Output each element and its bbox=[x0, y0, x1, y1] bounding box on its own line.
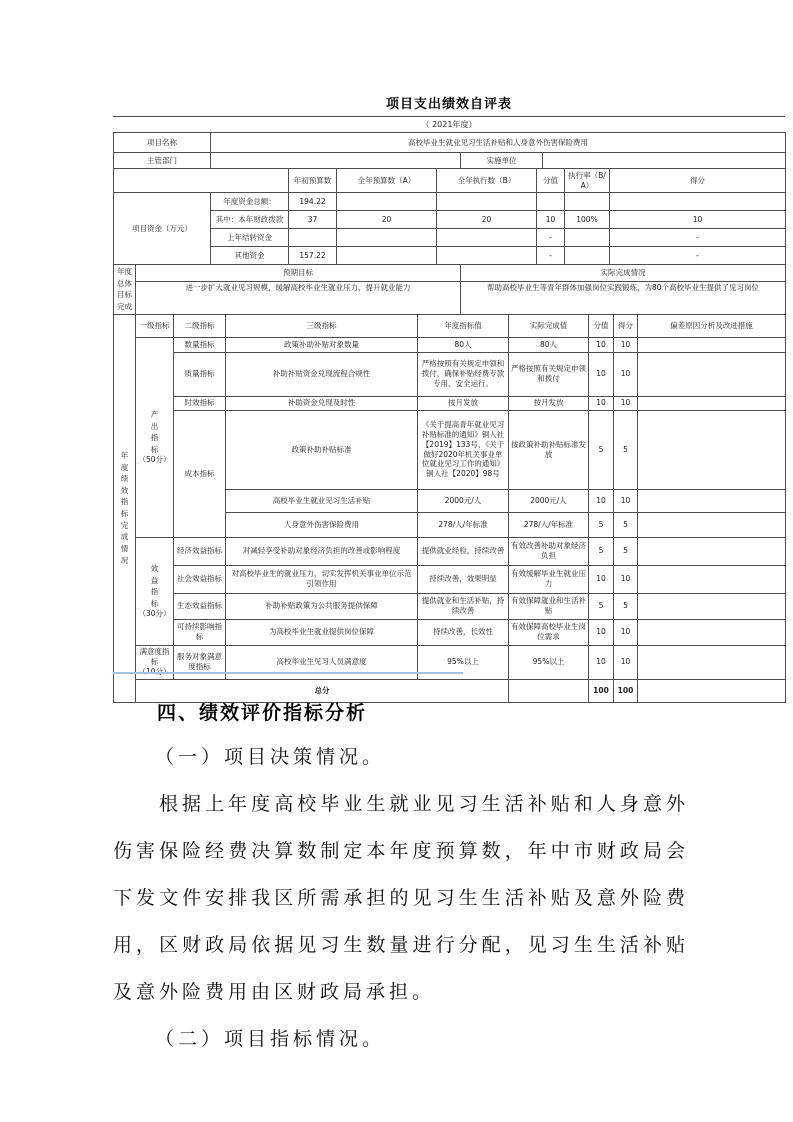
header-level1: 一级指标 bbox=[136, 314, 174, 337]
funds-carryover-rate bbox=[565, 229, 610, 247]
level3-cell: 补助补贴政策为公共服务提供保障 bbox=[226, 593, 418, 619]
deviation-cell bbox=[638, 593, 786, 619]
annual-goal-table bbox=[113, 264, 786, 315]
funds-total-score bbox=[610, 193, 786, 211]
level2-cell: 可持续影响指标 bbox=[174, 619, 226, 645]
analysis-text-block bbox=[113, 692, 689, 1063]
funds-total-budget bbox=[337, 193, 437, 211]
impl-unit-label: 实施单位 bbox=[461, 153, 543, 169]
target-cell: 278/人/年标准 bbox=[418, 512, 509, 537]
funds-row-carryover bbox=[114, 229, 786, 247]
funds-carryover-label: 上年结转资金 bbox=[211, 229, 289, 247]
department-row bbox=[114, 153, 786, 169]
funds-fiscal-budget: 20 bbox=[337, 211, 437, 229]
level3-cell: 高校毕业生就业见习生活补贴 bbox=[226, 489, 418, 512]
header-weight: 分值 bbox=[589, 314, 614, 337]
target-cell: 2000元/人 bbox=[418, 489, 509, 512]
deviation-cell bbox=[638, 352, 786, 396]
deviation-cell bbox=[638, 410, 786, 489]
level2-cell: 数量指标 bbox=[174, 337, 226, 352]
level3-cell: 补助补贴资金兑现流程合规性 bbox=[226, 352, 418, 396]
actual-cell: 按月发放 bbox=[509, 396, 589, 410]
weight-cell: 10 bbox=[589, 396, 614, 410]
indicator-row-sustainable bbox=[114, 619, 786, 645]
weight-cell: 10 bbox=[589, 645, 614, 679]
funds-row-other bbox=[114, 247, 786, 265]
funds-header-score: 得分 bbox=[610, 169, 786, 193]
subsection-1-heading: （一）项目决策情况。 bbox=[155, 747, 386, 768]
deviation-cell bbox=[638, 537, 786, 565]
funds-header-exec: 全年执行数（B） bbox=[437, 169, 537, 193]
funds-fiscal-initial: 37 bbox=[289, 211, 337, 229]
weight-cell: 5 bbox=[589, 593, 614, 619]
project-name-row bbox=[114, 133, 786, 153]
score-cell: 10 bbox=[614, 489, 638, 512]
actual-cell: 有效保障就业和生活补贴 bbox=[509, 593, 589, 619]
header-level3: 三级指标 bbox=[226, 314, 418, 337]
target-cell: 95%以上 bbox=[418, 645, 509, 679]
funds-fiscal-score: 10 bbox=[610, 211, 786, 229]
indicators-table bbox=[113, 314, 786, 703]
level2-cost-cell: 成本指标 bbox=[174, 410, 226, 537]
level2-cell: 社会效益指标 bbox=[174, 565, 226, 593]
actual-cell: 278/人/年标准 bbox=[509, 512, 589, 537]
funds-other-label: 其他资金 bbox=[211, 247, 289, 265]
score-cell: 10 bbox=[614, 565, 638, 593]
funds-total-exec bbox=[437, 193, 537, 211]
funds-other-weight: - bbox=[537, 247, 565, 265]
indicator-row-cost-standard bbox=[114, 410, 786, 489]
funds-other-rate bbox=[565, 247, 610, 265]
deviation-cell bbox=[638, 337, 786, 352]
goal-actual-text: 帮助高校毕业生等青年群体加强岗位实践锻炼，为80个高校毕业生提供了见习岗位 bbox=[461, 282, 786, 314]
level2-cell: 时效指标 bbox=[174, 396, 226, 410]
funds-row-label: 项目资金（万元） bbox=[114, 193, 211, 265]
goal-header-row bbox=[114, 265, 786, 282]
total-score-label: 总分 bbox=[136, 679, 509, 702]
indicator-row-quality bbox=[114, 352, 786, 396]
goal-actual-header: 实际完成情况 bbox=[461, 265, 786, 282]
funds-fiscal-label: 其中：本年财政拨款 bbox=[211, 211, 289, 229]
level1-benefit-cell bbox=[136, 537, 174, 645]
level3-cell: 人身意外伤害保险费用 bbox=[226, 512, 418, 537]
funds-fiscal-rate: 100% bbox=[565, 211, 610, 229]
level2-cell: 经济效益指标 bbox=[174, 537, 226, 565]
score-cell: 5 bbox=[614, 537, 638, 565]
impl-unit-value bbox=[543, 153, 786, 169]
weight-cell: 10 bbox=[589, 489, 614, 512]
target-cell: 提供就业经验，持续改善 bbox=[418, 537, 509, 565]
self-evaluation-table bbox=[113, 93, 785, 703]
actual-cell: 严格按照有关规定申领和拨付 bbox=[509, 352, 589, 396]
weight-cell: 10 bbox=[589, 337, 614, 352]
actual-cell: 按政策补助补贴标准发放 bbox=[509, 410, 589, 489]
score-cell: 10 bbox=[614, 337, 638, 352]
funds-other-exec bbox=[437, 247, 537, 265]
funds-total-weight bbox=[537, 193, 565, 211]
score-cell: 5 bbox=[614, 512, 638, 537]
goal-content-row bbox=[114, 282, 786, 314]
target-cell: 持续改善，效果明显 bbox=[418, 565, 509, 593]
target-cell: 严格按照有关规定申领和拨付，确保补贴经费专款专用、安全运行。 bbox=[418, 352, 509, 396]
level3-cell: 高校毕业生见习人员满意度 bbox=[226, 645, 418, 679]
score-cell: 10 bbox=[614, 352, 638, 396]
score-cell: 10 bbox=[614, 619, 638, 645]
target-cell: 《关于提高青年就业见习补贴标准的通知》铜人社【2019】133号、《关于做好2020年机关事业单位就业见习工作的通知》铜人社【2020】98号 bbox=[418, 410, 509, 489]
actual-cell: 80人 bbox=[509, 337, 589, 352]
level2-cell: 质量指标 bbox=[174, 352, 226, 396]
indicator-row-timeliness bbox=[114, 396, 786, 410]
level1-satisfaction-name: 满意度指标 bbox=[139, 647, 170, 667]
decision-paragraph: 根据上年度高校毕业生就业见习生活补贴和人身意外伤害保险经费决算数制定本年度预算数，年中市财政局会下发文件安排我区所需承担的见习生生活补贴及意外险费用，区财政局依据见习生数量进行分配，见习生生活补贴及意外险费用由区财政局承担。 bbox=[113, 794, 689, 1003]
weight-cell: 10 bbox=[589, 352, 614, 396]
level1-output-score: （50分） bbox=[138, 455, 171, 465]
funds-table bbox=[113, 168, 786, 265]
target-cell: 持续改善，长效性 bbox=[418, 619, 509, 645]
weight-cell: 5 bbox=[589, 410, 614, 489]
funds-fiscal-weight: 10 bbox=[537, 211, 565, 229]
target-cell: 按月发放 bbox=[418, 396, 509, 410]
deviation-cell bbox=[638, 619, 786, 645]
level3-cell: 补助资金兑现及时性 bbox=[226, 396, 418, 410]
score-cell: 5 bbox=[614, 410, 638, 489]
header-score: 得分 bbox=[614, 314, 638, 337]
level3-cell: 政策补助补贴对象数量 bbox=[226, 337, 418, 352]
level2-cell: 生态效益指标 bbox=[174, 593, 226, 619]
target-cell: 80人 bbox=[418, 337, 509, 352]
header-info-table bbox=[113, 132, 786, 169]
funds-header-empty bbox=[114, 169, 289, 193]
funds-carryover-exec bbox=[437, 229, 537, 247]
level3-cell: 为高校毕业生就业提供岗位保障 bbox=[226, 619, 418, 645]
level1-benefit-score: （30分） bbox=[138, 609, 171, 619]
goal-side-label-text: 年度总体目标完成 bbox=[117, 267, 132, 311]
blue-underline-rule bbox=[113, 672, 463, 674]
funds-total-label: 年度资金总额： bbox=[211, 193, 289, 211]
actual-cell: 2000元/人 bbox=[509, 489, 589, 512]
goal-expected-header: 预期目标 bbox=[136, 265, 461, 282]
weight-cell: 10 bbox=[589, 565, 614, 593]
funds-header-weight: 分值 bbox=[537, 169, 565, 193]
header-target: 年度指标值 bbox=[418, 314, 509, 337]
section-heading: 四、绩效评价指标分析 bbox=[157, 702, 368, 724]
header-deviation: 偏差原因分析及改进措施 bbox=[638, 314, 786, 337]
deviation-cell bbox=[638, 396, 786, 410]
header-actual: 实际完成值 bbox=[509, 314, 589, 337]
funds-total-rate bbox=[565, 193, 610, 211]
level1-benefit-name: 效益指标 bbox=[150, 563, 159, 608]
header-level2: 二级指标 bbox=[174, 314, 226, 337]
level3-cell: 对减轻享受补助对象经济负担的改善或影响程度 bbox=[226, 537, 418, 565]
funds-carryover-score: - bbox=[610, 229, 786, 247]
deviation-cell bbox=[638, 565, 786, 593]
funds-other-budget bbox=[337, 247, 437, 265]
deviation-cell bbox=[638, 489, 786, 512]
funds-row-total bbox=[114, 193, 786, 211]
funds-row-fiscal bbox=[114, 211, 786, 229]
actual-cell: 有效缓解毕业生就业压力 bbox=[509, 565, 589, 593]
deviation-cell bbox=[638, 645, 786, 679]
indicator-row-ecological bbox=[114, 593, 786, 619]
funds-total-initial: 194.22 bbox=[289, 193, 337, 211]
total-weight: 100 bbox=[589, 679, 614, 702]
indicators-side-label-text: 年度绩效指标完成情况 bbox=[120, 450, 129, 565]
document-title: 项目支出绩效自评表 bbox=[385, 97, 512, 112]
score-cell: 5 bbox=[614, 593, 638, 619]
indicators-side-label bbox=[114, 314, 136, 702]
goal-expected-text: 进一步扩大就业见习规模，缓解高校毕业生就业压力，提升就业能力 bbox=[136, 282, 461, 314]
funds-other-initial: 157.22 bbox=[289, 247, 337, 265]
weight-cell: 5 bbox=[589, 512, 614, 537]
weight-cell: 5 bbox=[589, 537, 614, 565]
level3-cell: 对高校毕业生的就业压力，切实发挥机关事业单位示范引领作用 bbox=[226, 565, 418, 593]
project-name-value: 高校毕业生就业见习生活补贴和人身意外伤害保险费用 bbox=[211, 133, 786, 153]
funds-other-score: - bbox=[610, 247, 786, 265]
funds-header-budget: 全年预算数（A） bbox=[337, 169, 437, 193]
score-cell: 10 bbox=[614, 396, 638, 410]
indicators-header-row bbox=[114, 314, 786, 337]
funds-carryover-weight: - bbox=[537, 229, 565, 247]
funds-header-row bbox=[114, 169, 786, 193]
level1-output-name: 产出指标 bbox=[150, 409, 159, 454]
total-score: 100 bbox=[614, 679, 638, 702]
target-cell: 提供就业和生活补贴，持续改善 bbox=[418, 593, 509, 619]
year-line: （ 2021年度） bbox=[113, 116, 785, 132]
subsection-2-heading: （二）项目指标情况。 bbox=[155, 1029, 386, 1050]
funds-header-initial: 年初预算数 bbox=[289, 169, 337, 193]
funds-carryover-initial bbox=[289, 229, 337, 247]
funds-carryover-budget bbox=[337, 229, 437, 247]
actual-cell: 有效保障高校毕业生岗位需求 bbox=[509, 619, 589, 645]
level3-cell: 政策补助补贴标准 bbox=[226, 410, 418, 489]
weight-cell: 10 bbox=[589, 619, 614, 645]
goal-side-label bbox=[114, 265, 136, 315]
actual-cell: 95%以上 bbox=[509, 645, 589, 679]
indicator-row-social bbox=[114, 565, 786, 593]
level1-output-cell bbox=[136, 337, 174, 537]
funds-fiscal-exec: 20 bbox=[437, 211, 537, 229]
dept-value bbox=[211, 153, 461, 169]
score-cell: 10 bbox=[614, 645, 638, 679]
indicator-row-economic bbox=[114, 537, 786, 565]
dept-label: 主管部门 bbox=[114, 153, 211, 169]
funds-header-rate: 执行率（B/A） bbox=[565, 169, 610, 193]
level2-cell: 服务对象满意度指标 bbox=[174, 645, 226, 679]
indicator-row-quantity bbox=[114, 337, 786, 352]
deviation-cell bbox=[638, 512, 786, 537]
project-name-label: 项目名称 bbox=[114, 133, 211, 153]
actual-cell: 有效改善补助对象经济负担 bbox=[509, 537, 589, 565]
